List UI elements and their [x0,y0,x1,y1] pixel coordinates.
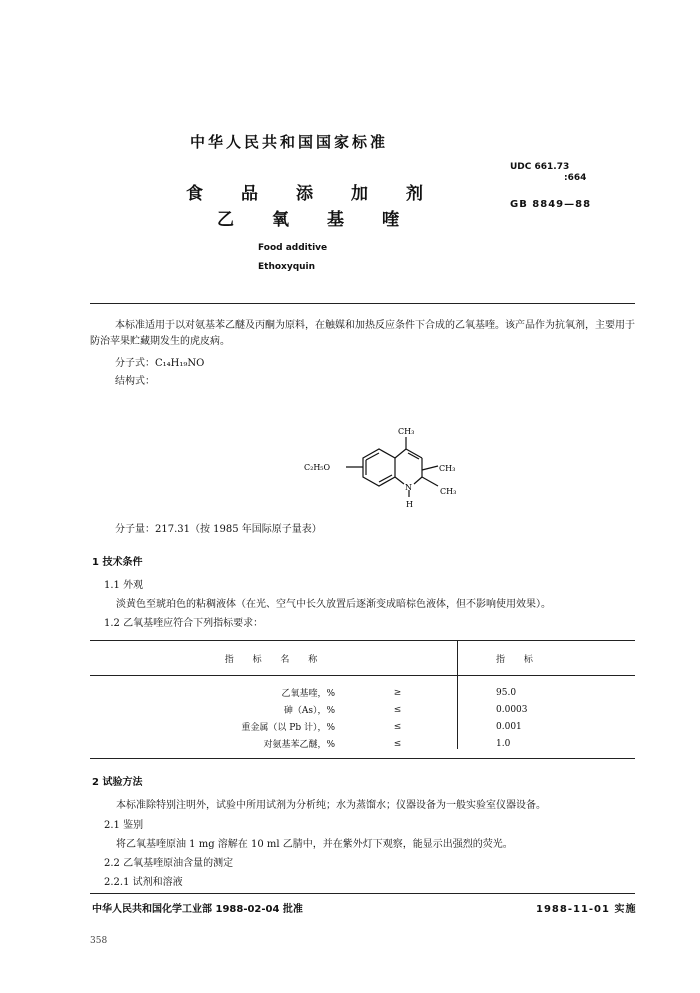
ch3-top-label: CH₃ [398,427,415,436]
title-char: 加 [351,184,368,204]
table-header-row [90,641,635,676]
udc-line2: :664 [564,173,587,183]
section2-2-1-heading: 2.2.1 试剂和溶液 [104,877,183,888]
spec-table [90,641,635,759]
udc-code [510,162,586,184]
title-char: 喹 [382,210,399,230]
udc-line1: UDC 661.73 [510,162,570,172]
section1-1-text: 淡黄色至琥珀色的粘稠液体（在光、空气中长久放置后逐渐变成暗棕色液体，但不影响使用效果）。 [116,599,551,610]
title-cn-line1 [186,179,461,204]
ch3-right2-label: CH₃ [440,487,457,496]
n-label: N [405,483,412,492]
table-row [90,701,635,718]
row-operator: ≤ [335,735,460,759]
title-char: 食 [186,184,203,204]
h-label: H [406,500,413,509]
title-char: 添 [296,184,313,204]
footer-rule [90,893,635,894]
row-value: 95.0 [496,687,517,698]
section1-2-heading: 1.2 乙氧基喹应符合下列指标要求： [104,618,264,629]
structure-label: 结构式： [115,376,155,387]
row-name: 重金属（以 Pb 计），% [241,723,335,733]
row-value: 0.001 [496,721,522,732]
row-name: 乙氧基喹，% [281,689,335,699]
title-char: 品 [241,184,258,204]
table-header-value: 指 标 [460,641,635,676]
ch3-right1-label: CH₃ [439,464,456,473]
section2-intro: 本标准除特别注明外，试验中所用试剂为分析纯；水为蒸馏水；仪器设备为一般实验室仪器设备。 [116,800,546,811]
implementation-date: 1988-11-01 实施 [536,904,637,915]
title-char: 基 [327,210,344,230]
header-rule [90,303,635,304]
title-en-line2: Ethoxyquin [258,262,316,272]
formula: 分子式：C₁₄H₁₉NO [115,358,205,369]
molecular-weight: 分子量：217.31（按 1985 年国际原子量表） [115,524,322,535]
section2-1-heading: 2.1 鉴别 [104,820,144,831]
row-operator: ≥ [393,687,402,698]
row-operator: ≤ [393,704,402,715]
row-name: 对氨基苯乙醚，% [90,735,335,759]
section1-heading: 1 技术条件 [92,557,143,568]
page-number: 358 [90,936,108,946]
table-row [90,718,635,735]
gb-number: GB 8849—88 [510,199,592,210]
table-header-name: 指 标 名 称 [90,641,460,676]
approval-line: 中华人民共和国化学工业部 1988-02-04 批准 [92,904,303,915]
title-char: 氧 [272,210,289,230]
row-operator: ≤ [393,721,402,732]
section2-2-heading: 2.2 乙氧基喹原油含量的测定 [104,858,234,869]
section1-1-heading: 1.1 外观 [104,580,144,591]
row-value: 1.0 [460,735,635,759]
section2-1-text: 将乙氧基喹原油 1 mg 溶解在 10 ml 乙腈中，并在紫外灯下观察，能显示出强烈的荧光。 [116,839,513,850]
table-row [90,735,635,759]
table-row [90,676,635,702]
title-char: 乙 [217,210,234,230]
intro-paragraph: 本标准适用于以对氨基苯乙醚及丙酮为原料，在触媒和加热反应条件下合成的乙氧基喹。该产品作为抗氧剂，主要用于防治苹果贮藏期发生的虎皮病。 [90,320,635,347]
title-en-line1: Food additive [258,243,328,253]
standard-title: 中华人民共和国国家标准 [190,133,389,151]
row-name: 砷（As），% [283,706,335,716]
c2h5o-label: C₂H₅O [304,463,331,472]
title-cn-line2 [217,205,437,230]
title-char: 剂 [406,184,423,204]
table-divider [457,641,458,749]
structural-formula [280,420,460,515]
section2-heading: 2 试验方法 [92,777,143,788]
row-value: 0.0003 [496,704,528,715]
